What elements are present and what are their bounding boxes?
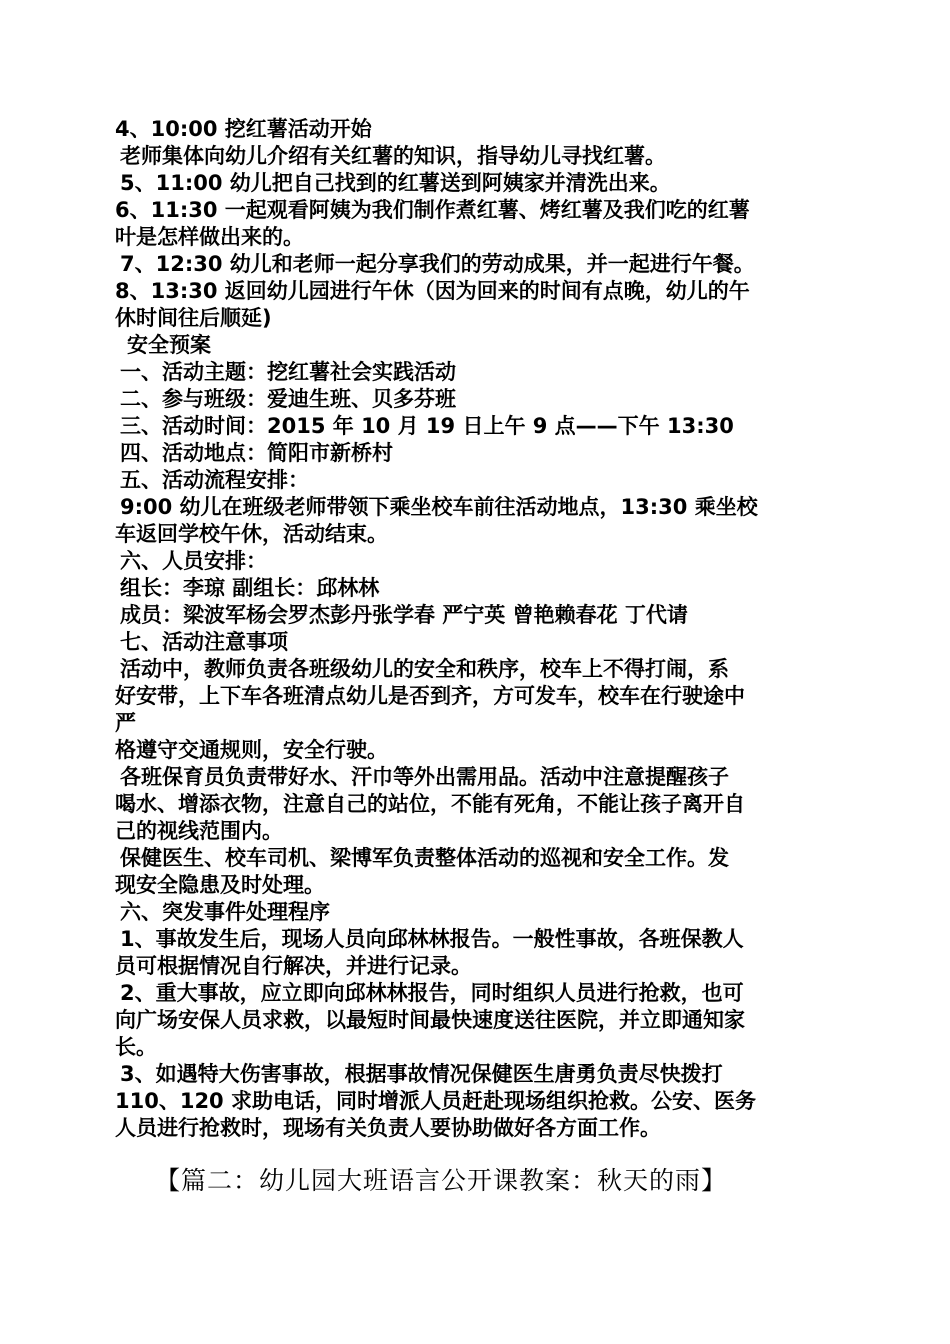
text-line: 休时间往后顺延) — [115, 306, 272, 330]
text-line: 1、事故发生后，现场人员向邱林林报告。一般性事故，各班保教人 — [120, 927, 744, 951]
text-line: 长。 — [115, 1035, 157, 1059]
text-line: 严 — [115, 711, 136, 735]
text-line: 六、突发事件处理程序 — [120, 900, 330, 924]
text-line: 老师集体向幼儿介绍有关红薯的知识，指导幼儿寻找红薯。 — [120, 144, 666, 168]
text-line: 保健医生、校车司机、梁博军负责整体活动的巡视和安全工作。发 — [120, 846, 729, 870]
text-line: 六、人员安排： — [120, 549, 267, 573]
text-line: 向广场安保人员求救，以最短时间最快速度送往医院，并立即通知家 — [115, 1008, 745, 1032]
text-line: 活动中，教师负责各班级幼儿的安全和秩序，校车上不得打闹，系 — [120, 657, 729, 681]
text-line: 2、重大事故，应立即向邱林林报告，同时组织人员进行抢救，也可 — [120, 981, 744, 1005]
text-line: 己的视线范围内。 — [115, 819, 283, 843]
text-line: 七、活动注意事项 — [120, 630, 288, 654]
text-line: 6、11:30 一起观看阿姨为我们制作煮红薯、烤红薯及我们吃的红薯 — [115, 198, 750, 222]
text-line: 二、参与班级：爱迪生班、贝多芬班 — [120, 387, 456, 411]
section-heading: 【篇二：幼儿园大班语言公开课教案：秋天的雨】 — [155, 1166, 728, 1195]
text-line: 喝水、增添衣物，注意自己的站位，不能有死角，不能让孩子离开自 — [115, 792, 745, 816]
text-line: 7、12:30 幼儿和老师一起分享我们的劳动成果，并一起进行午餐。 — [120, 252, 755, 276]
text-line: 8、13:30 返回幼儿园进行午休（因为回来的时间有点晚，幼儿的午 — [115, 279, 750, 303]
text-line: 110、120 求助电话，同时增派人员赶赴现场组织抢救。公安、医务 — [115, 1089, 756, 1113]
text-line: 人员进行抢救时，现场有关负责人要协助做好各方面工作。 — [115, 1116, 661, 1140]
text-line: 一、活动主题：挖红薯社会实践活动 — [120, 360, 456, 384]
text-line: 车返回学校午休，活动结束。 — [115, 522, 388, 546]
text-line: 5、11:00 幼儿把自己找到的红薯送到阿姨家并清洗出来。 — [120, 171, 671, 195]
text-line: 现安全隐患及时处理。 — [115, 873, 325, 897]
text-line: 各班保育员负责带好水、汗巾等外出需用品。活动中注意提醒孩子 — [120, 765, 729, 789]
text-line: 格遵守交通规则，安全行驶。 — [115, 738, 388, 762]
text-line: 叶是怎样做出来的。 — [115, 225, 304, 249]
text-line: 成员：梁波军杨会罗杰彭丹张学春 严宁英 曾艳赖春花 丁代请 — [120, 603, 688, 627]
text-line: 安全预案 — [127, 333, 211, 357]
text-line: 好安带，上下车各班清点幼儿是否到齐，方可发车，校车在行驶途中 — [115, 684, 745, 708]
text-line: 3、如遇特大伤害事故，根据事故情况保健医生唐勇负责尽快拨打 — [120, 1062, 723, 1086]
text-line: 五、活动流程安排： — [120, 468, 309, 492]
text-line: 四、活动地点：简阳市新桥村 — [120, 441, 393, 465]
text-line: 组长：李琼 副组长：邱林林 — [120, 576, 380, 600]
text-line: 员可根据情况自行解决，并进行记录。 — [115, 954, 472, 978]
document-body — [115, 116, 835, 1142]
text-line: 4、10:00 挖红薯活动开始 — [115, 117, 372, 141]
text-line: 9:00 幼儿在班级老师带领下乘坐校车前往活动地点，13:30 乘坐校 — [120, 495, 758, 519]
text-line: 三、活动时间：2015 年 10 月 19 日上午 9 点——下午 13:30 — [120, 414, 734, 438]
